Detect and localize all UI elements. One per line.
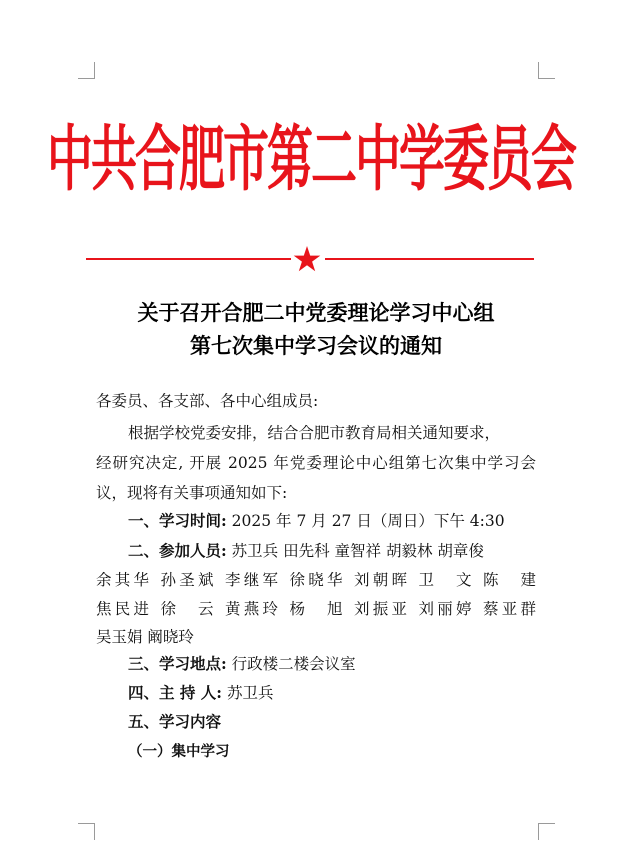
- red-rule-right: [325, 258, 534, 260]
- host-value: 苏卫兵: [226, 684, 274, 702]
- people-line4: 吴玉娟 阚晓玲: [96, 628, 194, 646]
- crop-mark-top-left: [78, 62, 95, 79]
- time-value: 2025 年 7 月 27 日（周日）下午 4:30: [231, 512, 505, 530]
- host-label: 四、主 持 人:: [128, 683, 223, 702]
- host-row: [128, 681, 273, 703]
- crop-mark-bottom-right: [538, 823, 555, 840]
- red-rule-left: [86, 258, 291, 260]
- people-line1: 苏卫兵 田先科 童智祥 胡毅林 胡章俊: [231, 542, 484, 560]
- notice-title-line1: 关于召开合肥二中党委理论学习中心组: [137, 300, 495, 325]
- time-label: 一、学习时间:: [128, 511, 227, 530]
- content-heading: 五、学习内容: [128, 712, 222, 731]
- people-line2: 余其华 孙圣斌 李继军 徐晓华 刘朝晖 卫 文 陈 建: [96, 571, 536, 589]
- sub-heading: （一）集中学习: [128, 743, 230, 760]
- crop-mark-top-right: [538, 62, 555, 79]
- place-value: 行政楼二楼会议室: [231, 655, 356, 673]
- intro-line3: 议，现将有关事项通知如下:: [96, 484, 288, 502]
- notice-title-line2: 第七次集中学习会议的通知: [190, 333, 442, 358]
- intro-line1: 根据学校党委安排，结合合肥市教育局相关通知要求，: [128, 424, 501, 442]
- place-row: [128, 652, 356, 674]
- people-row: [128, 539, 484, 561]
- star-icon: [293, 245, 321, 273]
- people-label: 二、参加人员:: [128, 541, 227, 560]
- time-row: [128, 509, 505, 531]
- red-masthead: 中共合肥市第二中学委员会: [47, 116, 575, 201]
- people-line3: 焦民进 徐 云 黄燕玲 杨 旭 刘振亚 刘丽婷 蔡亚群: [96, 600, 536, 618]
- intro-line2: 经研究决定, 开展 2025 年党委理论中心组第七次集中学习会: [96, 454, 536, 472]
- crop-mark-bottom-left: [78, 823, 95, 840]
- salutation: 各委员、各支部、各中心组成员:: [96, 392, 319, 410]
- place-label: 三、学习地点:: [128, 654, 227, 673]
